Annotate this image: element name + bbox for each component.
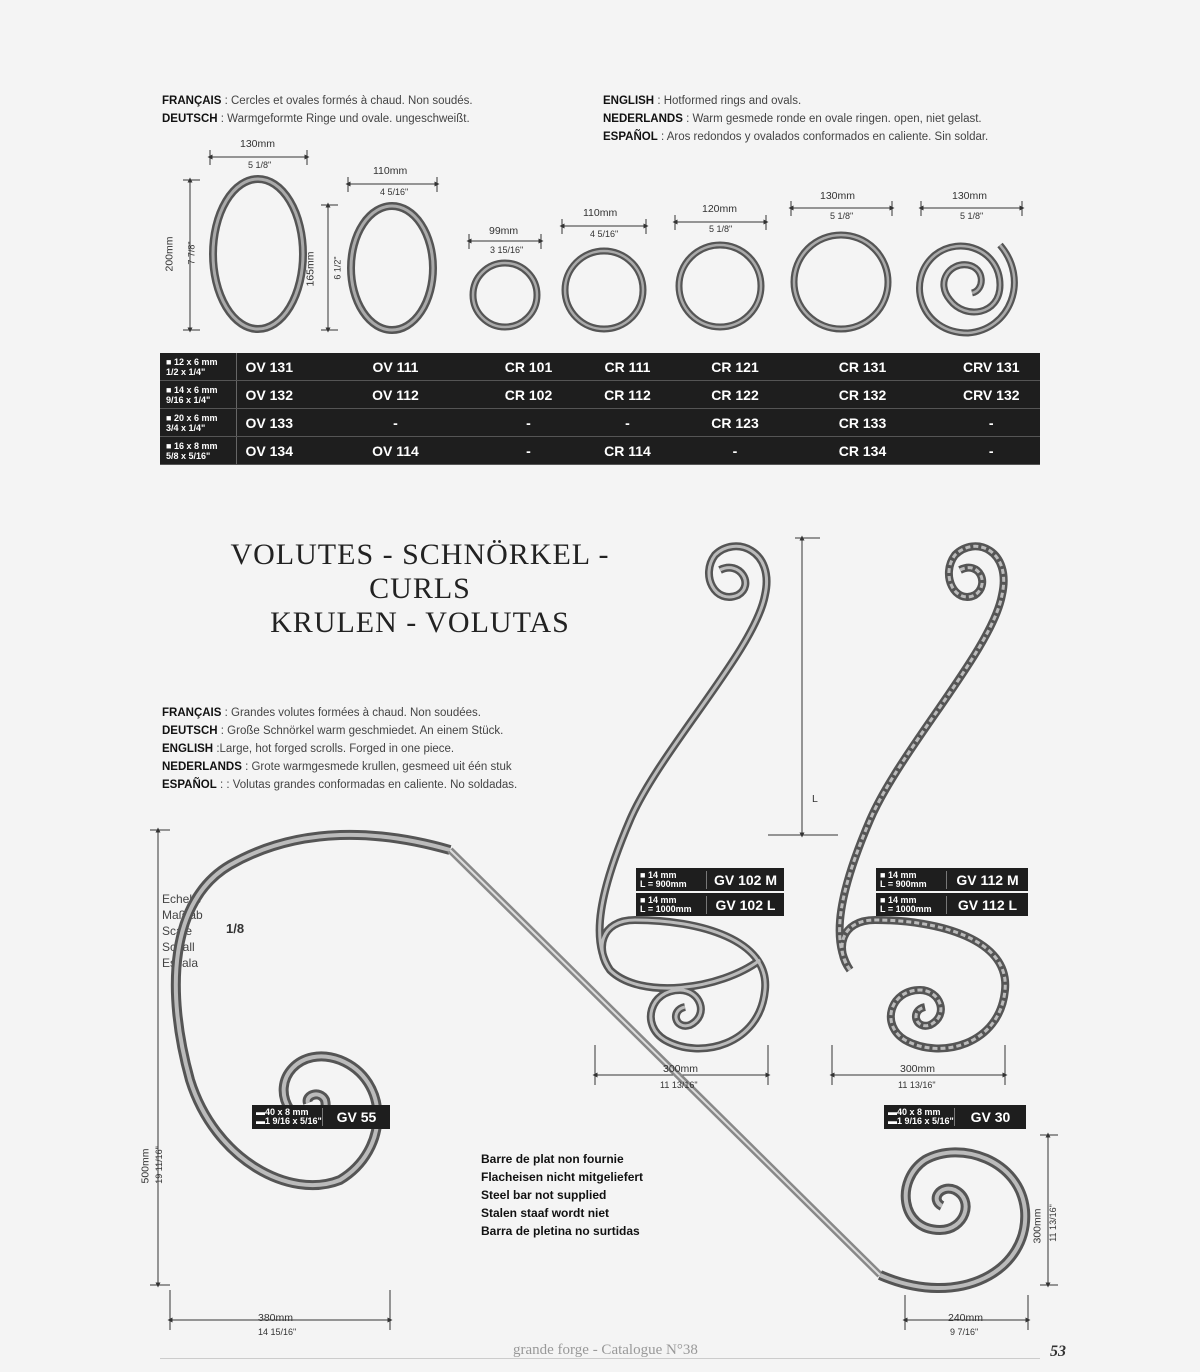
page-number: 53: [1050, 1343, 1066, 1360]
desc-text: : Warmgeformte Ringe und ovale. ungeschweißt.: [217, 113, 470, 125]
code-cell: CR 123: [688, 409, 783, 437]
lang-label: FRANÇAIS: [162, 707, 222, 719]
gv112-width-inch-label: 11 13/16": [898, 1080, 936, 1090]
gv55-height-inch-label: 19 11/16": [153, 1146, 164, 1184]
code-cell: CR 112: [568, 381, 688, 409]
code-cell: OV 131: [237, 353, 302, 381]
table-row: [160, 409, 1040, 437]
code-cell: CR 114: [568, 437, 688, 465]
ov131-height-inch-label: 7 7/8": [186, 241, 197, 265]
gv55-width-label: 380mm: [258, 1312, 294, 1324]
ov131-width-label: 130mm: [240, 138, 276, 150]
gv102m-code: GV 102 M: [713, 871, 778, 888]
code-cell: CR 102: [490, 381, 568, 409]
cr121-width-inch-label: 5 1/8": [709, 224, 733, 234]
lang-label: NEDERLANDS: [603, 113, 683, 125]
code-cell: -: [943, 409, 1041, 437]
size-cell: ■ 14 x 6 mm 9/16 x 1/4": [160, 381, 237, 409]
gv102-width-inch-label: 11 13/16": [660, 1080, 698, 1090]
desc-text: : Aros redondos y ovalados conformados en caliente. Sin soldar.: [657, 131, 989, 143]
volutes-title-line-1: VOLUTES - SCHNÖRKEL - CURLS: [230, 538, 610, 605]
size-cell: ■ 16 x 8 mm 5/8 x 5/16": [160, 437, 237, 465]
code-cell: OV 112: [302, 381, 490, 409]
volutes-title-line-2: KRULEN - VOLUTAS: [270, 606, 570, 639]
gv30-height-inch-label: 11 13/16": [1047, 1204, 1058, 1242]
code-cell: OV 114: [302, 437, 490, 465]
lang-label: FRANÇAIS: [162, 95, 222, 107]
table-row: [160, 381, 1040, 409]
table-row: [160, 353, 1040, 381]
gv112-scroll: [840, 546, 1006, 1048]
code-cell: CR 132: [783, 381, 943, 409]
gv112l-tag: ■ 14 mm L = 1000mm GV 112 L: [876, 893, 1028, 916]
gv55-code: GV 55: [336, 1109, 377, 1125]
lang-label: ENGLISH: [162, 743, 214, 755]
gv102-width-label: 300mm: [663, 1063, 699, 1075]
code-cell: CR 131: [783, 353, 943, 381]
gv30-height-label: 300mm: [1031, 1208, 1044, 1244]
lang-label: ENGLISH: [603, 95, 655, 107]
lang-label: NEDERLANDS: [162, 761, 242, 773]
ov111-height-label: 165mm: [304, 251, 317, 287]
code-cell: -: [688, 437, 783, 465]
code-cell: -: [568, 409, 688, 437]
code-cell: -: [490, 409, 568, 437]
gv102l-tag: ■ 14 mm L = 1000mm GV 102 L: [636, 893, 784, 916]
desc-text: : Cercles et ovales formés à chaud. Non soudés.: [221, 95, 473, 107]
crv131-width-inch-label: 5 1/8": [960, 211, 984, 221]
gv112m-tag: ■ 14 mm L = 900mm GV 112 M: [876, 868, 1028, 891]
cr111-width-label: 110mm: [583, 207, 618, 219]
cr101-width-label: 99mm: [489, 225, 519, 237]
code-cell: CRV 131: [943, 353, 1041, 381]
desc-text: : Warm gesmede ronde en ovale ringen. open, niet gelast.: [682, 113, 982, 125]
cr131-width-label: 130mm: [820, 190, 856, 202]
desc-text: : Grandes volutes formées à chaud. Non soudées.: [221, 707, 481, 719]
code-cell: OV 134: [237, 437, 302, 465]
cr101-width-inch-label: 3 15/16": [490, 245, 524, 255]
gv30-tag: ▬40 x 8 mm ▬1 9/16 x 5/16" GV 30: [884, 1105, 1026, 1129]
code-cell: CR 111: [568, 353, 688, 381]
code-cell: OV 133: [237, 409, 302, 437]
code-cell: CR 134: [783, 437, 943, 465]
desc-text: :Large, hot forged scrolls. Forged in one piece.: [213, 743, 455, 755]
gv112l-code: GV 112 L: [957, 896, 1018, 913]
cr111-width-inch-label: 4 5/16": [590, 229, 619, 239]
code-cell: CR 122: [688, 381, 783, 409]
code-cell: CR 133: [783, 409, 943, 437]
gv30-width-inch-label: 9 7/16": [950, 1327, 979, 1337]
crv131-width-label: 130mm: [952, 190, 988, 202]
bar-not-supplied-note: Barre de plat non fournie Flacheisen nicht mitgeliefert Steel bar not supplied Stalen staaf wordt niet Barra de pletina no surtidas: [481, 1152, 644, 1238]
ov111-width-inch-label: 4 5/16": [380, 187, 409, 197]
code-cell: -: [943, 437, 1041, 465]
ov131-height-label: 200mm: [163, 236, 176, 272]
ov111-height-inch-label: 6 1/2": [332, 256, 343, 280]
cr131-width-inch-label: 5 1/8": [830, 211, 854, 221]
gv55-height-label: 500mm: [139, 1148, 152, 1184]
cr121-width-label: 120mm: [702, 203, 738, 215]
code-cell: -: [302, 409, 490, 437]
gv55-tag: ▬40 x 8 mm ▬1 9/16 x 5/16" GV 55: [252, 1105, 390, 1129]
ring-code-table: [160, 353, 1040, 465]
ov131-width-inch-label: 5 1/8": [248, 160, 272, 170]
lang-label: ESPAÑOL: [162, 779, 217, 791]
gv102l-code: GV 102 L: [715, 896, 776, 913]
rings-illustration: [0, 0, 1200, 350]
footer-text: grande forge - Catalogue N°38: [513, 1342, 698, 1358]
code-cell: CR 121: [688, 353, 783, 381]
table-row: [160, 437, 1040, 465]
lang-label: DEUTSCH: [162, 725, 218, 737]
gv112-width-label: 300mm: [900, 1063, 936, 1075]
gv30-code: GV 30: [970, 1109, 1011, 1125]
desc-text: : Grote warmgesmede krullen, gesmeed uit één stuk: [241, 761, 512, 773]
length-label: L: [812, 793, 818, 805]
code-cell: CR 101: [490, 353, 568, 381]
scale-value: 1/8: [226, 921, 245, 936]
desc-text: : Große Schnörkel warm geschmiedet. An einem Stück.: [217, 725, 504, 737]
desc-text: : : Volutas grandes conformadas en caliente. No soldadas.: [216, 779, 518, 791]
size-cell: ■ 12 x 6 mm 1/2 x 1/4": [160, 353, 237, 381]
gv102-scroll: [600, 546, 767, 1048]
gv112m-code: GV 112 M: [956, 871, 1019, 888]
size-cell: ■ 20 x 6 mm 3/4 x 1/4": [160, 409, 237, 437]
gv55-width-inch-label: 14 15/16": [258, 1327, 297, 1337]
code-cell: OV 111: [302, 353, 490, 381]
code-cell: CRV 132: [943, 381, 1041, 409]
gv102m-tag: ■ 14 mm L = 900mm GV 102 M: [636, 868, 784, 891]
lang-label: DEUTSCH: [162, 113, 218, 125]
scale-labels: Echelle Maßtab Scale Schall Escala: [162, 892, 203, 970]
lang-label: ESPAÑOL: [603, 131, 658, 143]
ov111-width-label: 110mm: [373, 165, 408, 177]
code-cell: -: [490, 437, 568, 465]
code-cell: OV 132: [237, 381, 302, 409]
gv30-width-label: 240mm: [948, 1312, 984, 1324]
desc-text: : Hotformed rings and ovals.: [654, 95, 802, 107]
